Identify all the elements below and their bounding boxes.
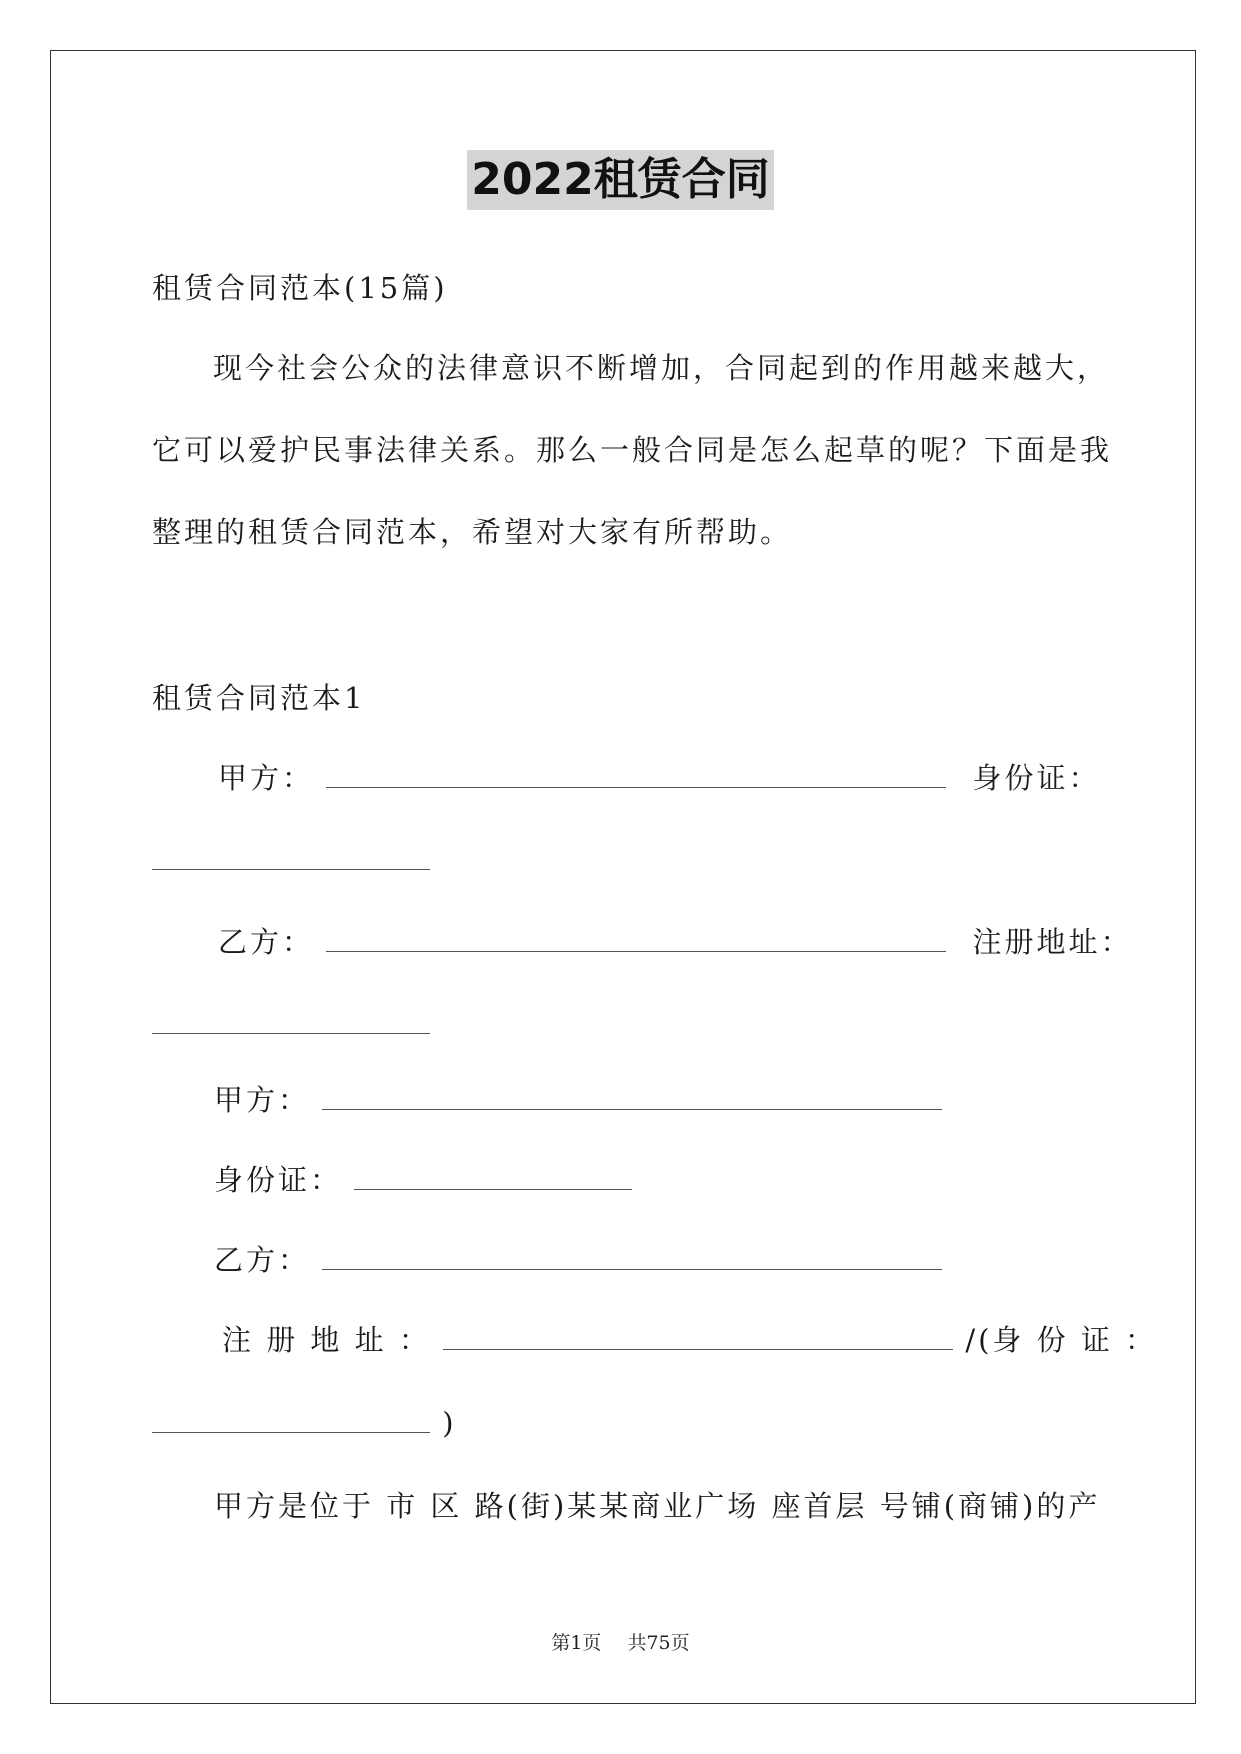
party-b-blank-2 bbox=[322, 1247, 942, 1270]
reg-address-blank bbox=[152, 1011, 430, 1034]
document-title: 2022租赁合同 bbox=[467, 150, 773, 210]
party-b-row-2 bbox=[214, 1240, 942, 1280]
intro-line-1: 现今社会公众的法律意识不断增加，合同起到的作用越来越大， bbox=[213, 351, 1110, 385]
reg-address-blank-2 bbox=[443, 1327, 953, 1350]
id-card-blank-2 bbox=[354, 1167, 632, 1190]
party-a-blank-2 bbox=[322, 1087, 942, 1110]
id-card-label: 身份证： bbox=[972, 761, 1101, 795]
id-card-paren-label: /(身 份 证 ： bbox=[965, 1323, 1158, 1357]
title-container bbox=[0, 150, 1241, 210]
party-b-label-2: 乙方： bbox=[214, 1243, 311, 1277]
id-card-label-2: 身份证： bbox=[214, 1163, 343, 1197]
page-total: 共75页 bbox=[627, 1632, 690, 1654]
id-card-blank bbox=[152, 847, 430, 870]
page-number: 第1页 bbox=[551, 1632, 602, 1654]
page-footer bbox=[0, 1630, 1241, 1656]
reg-address-row-2 bbox=[222, 1320, 1157, 1360]
reg-address-label-2: 注 册 地 址 ： bbox=[222, 1323, 431, 1357]
reg-address-label: 注册地址： bbox=[972, 925, 1133, 959]
body-line: 甲方是位于 市 区 路(街)某某商业广场 座首层 号铺(商铺)的产 bbox=[214, 1489, 1101, 1523]
section-heading: 租赁合同范本1 bbox=[152, 681, 366, 715]
intro-line-3: 整理的租赁合同范本，希望对大家有所帮助。 bbox=[152, 515, 793, 549]
document-subtitle: 租赁合同范本(15篇) bbox=[152, 271, 448, 305]
party-a-row-2 bbox=[214, 1080, 942, 1120]
reg-address-blank-row bbox=[152, 1004, 430, 1044]
id-card-paren-blank bbox=[152, 1410, 430, 1433]
party-b-label: 乙方： bbox=[218, 925, 315, 959]
party-a-blank bbox=[326, 765, 946, 788]
intro-line-2: 它可以爱护民事法律关系。那么一般合同是怎么起草的呢？下面是我 bbox=[152, 433, 1113, 467]
id-card-paren-row bbox=[152, 1403, 457, 1443]
id-card-row-2 bbox=[214, 1160, 632, 1200]
id-card-blank-row bbox=[152, 840, 430, 880]
party-a-row bbox=[218, 758, 1100, 798]
party-a-label: 甲方： bbox=[218, 761, 315, 795]
close-paren: ) bbox=[442, 1406, 457, 1440]
party-b-row bbox=[218, 922, 1132, 962]
party-a-label-2: 甲方： bbox=[214, 1083, 311, 1117]
party-b-blank bbox=[326, 929, 946, 952]
